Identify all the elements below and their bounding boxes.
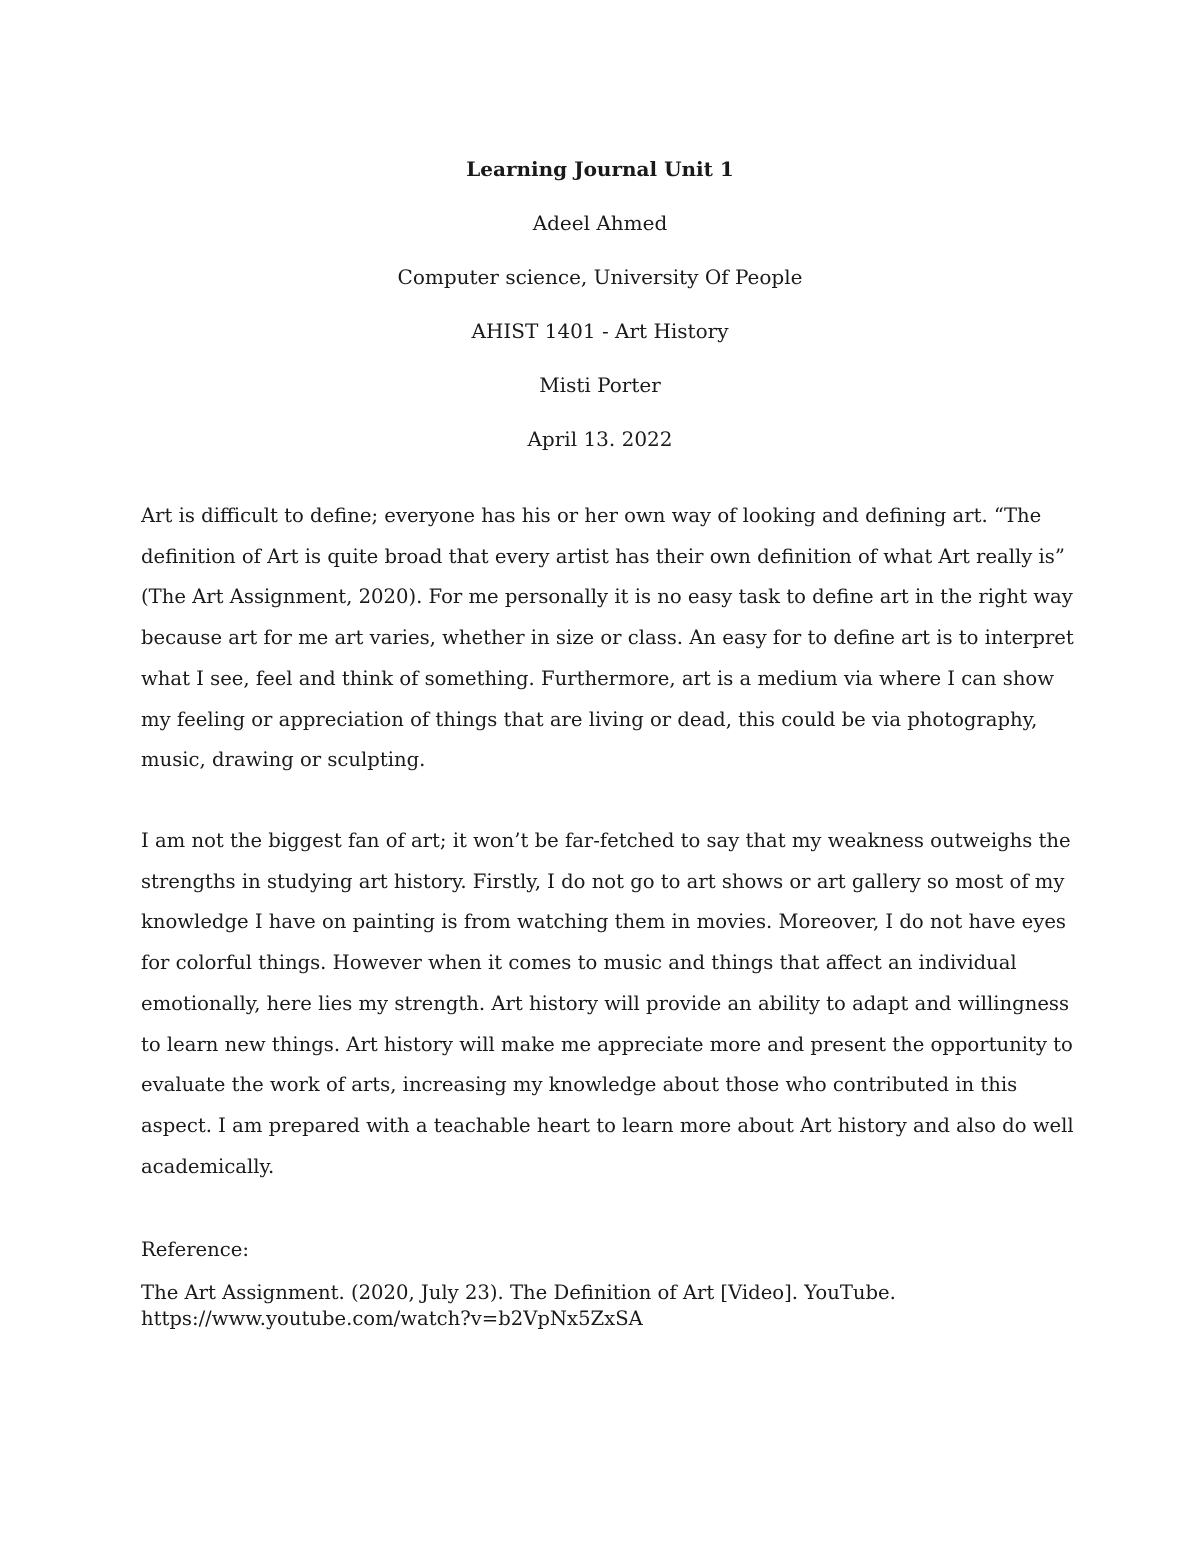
- title-block: [0, 142, 1200, 466]
- reference-url[interactable]: https://www.youtube.com/watch?v=b2VpNx5ZxSA: [141, 1307, 643, 1330]
- document-title: Learning Journal Unit 1: [466, 157, 734, 181]
- paragraph-text: Art is difficult to define; everyone has his or her own way of looking and defining art. “The definition of Art is quite broad that every artist has their own definition of what Art really is” (The Art Assignment, 2020). For me personally it is no easy task to define art in the right way because art for me art varies, whether in size or class. An easy for to define art is to interpret what I see, feel and think of something. Furthermore, art is a medium via where I can show my feeling or appreciation of things that are living or dead, this could be via photography, music, drawing or sculpting.: [141, 504, 1074, 772]
- document-date: April 13. 2022: [527, 427, 673, 451]
- paragraph-text: I am not the biggest fan of art; it won’t be far-fetched to say that my weakness outweighs the strengths in studying art history. Firstly, I do not go to art shows or art gallery so most of my knowledge I have on painting is from watching them in movies. Moreover, I do not have eyes for colorful things. However when it comes to music and things that affect an individual emotionally, here lies my strength. Art history will provide an ability to adapt and willingness to learn new things. Art history will make me appreciate more and present the opportunity to evaluate the work of arts, increasing my knowledge about those who contributed in this aspect. I am prepared with a teachable heart to learn more about Art history and also do well academically.: [141, 829, 1074, 1178]
- course-name: AHIST 1401 - Art History: [471, 319, 729, 343]
- instructor-name: Misti Porter: [539, 373, 661, 397]
- body-paragraph-1: [141, 496, 1081, 781]
- body-paragraph-2: [141, 821, 1081, 1187]
- author-name: Adeel Ahmed: [532, 211, 668, 235]
- author-affiliation: Computer science, University Of People: [397, 265, 803, 289]
- reference-entry: [141, 1280, 1081, 1332]
- reference-citation: The Art Assignment. (2020, July 23). The Definition of Art [Video]. YouTube.: [141, 1281, 896, 1304]
- reference-heading: Reference:: [141, 1238, 249, 1261]
